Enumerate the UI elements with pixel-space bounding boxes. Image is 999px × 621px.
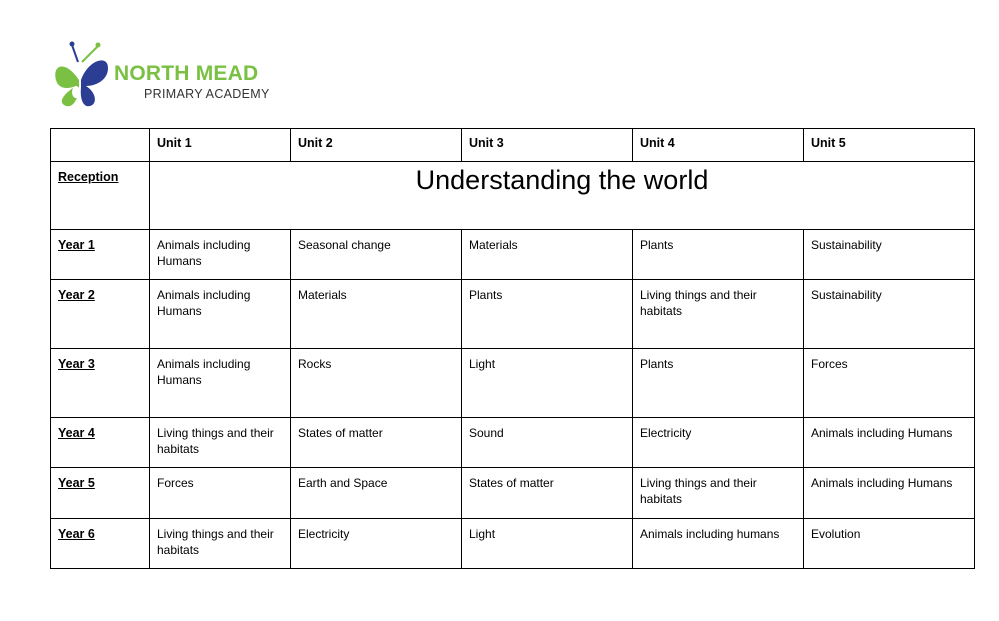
year-label: Year 1 <box>58 238 95 252</box>
year-label: Year 5 <box>58 476 95 490</box>
table-cell: Animals including Humans <box>150 230 291 280</box>
header-unit-5: Unit 5 <box>804 129 975 162</box>
table-row <box>51 519 975 569</box>
table-cell: Animals including Humans <box>804 468 975 519</box>
reception-banner: Understanding the world <box>150 162 975 230</box>
curriculum-table <box>50 128 975 569</box>
table-cell: States of matter <box>462 468 633 519</box>
table-cell: Evolution <box>804 519 975 569</box>
table-cell: Seasonal change <box>291 230 462 280</box>
logo-subtitle: PRIMARY ACADEMY <box>144 87 270 101</box>
table-row <box>51 468 975 519</box>
table-cell: Animals including Humans <box>804 418 975 468</box>
table-row <box>51 349 975 418</box>
header-empty <box>51 129 150 162</box>
table-cell: Living things and their habitats <box>633 280 804 349</box>
table-cell: Light <box>462 519 633 569</box>
table-cell: Forces <box>804 349 975 418</box>
school-logo <box>52 40 282 110</box>
table-cell: Plants <box>633 230 804 280</box>
table-cell: Light <box>462 349 633 418</box>
table-cell: Earth and Space <box>291 468 462 519</box>
table-cell: Sustainability <box>804 280 975 349</box>
table-cell: Animals including humans <box>633 519 804 569</box>
year-label: Year 4 <box>58 426 95 440</box>
header-unit-4: Unit 4 <box>633 129 804 162</box>
table-cell: Animals including Humans <box>150 349 291 418</box>
logo-name: NORTH MEAD <box>114 62 259 85</box>
table-cell: Electricity <box>633 418 804 468</box>
year-label: Year 6 <box>58 527 95 541</box>
header-unit-3: Unit 3 <box>462 129 633 162</box>
table-cell: Living things and their habitats <box>150 418 291 468</box>
table-cell: Sound <box>462 418 633 468</box>
table-cell: Living things and their habitats <box>633 468 804 519</box>
reception-row <box>51 162 975 230</box>
table-cell: Electricity <box>291 519 462 569</box>
butterfly-icon <box>52 40 112 110</box>
table-cell: Forces <box>150 468 291 519</box>
table-cell: Plants <box>462 280 633 349</box>
table-cell: Materials <box>462 230 633 280</box>
header-unit-1: Unit 1 <box>150 129 291 162</box>
table-cell: Living things and their habitats <box>150 519 291 569</box>
table-row <box>51 418 975 468</box>
table-cell: Sustainability <box>804 230 975 280</box>
table-cell: Plants <box>633 349 804 418</box>
year-label: Year 3 <box>58 357 95 371</box>
header-row <box>51 129 975 162</box>
table-row <box>51 280 975 349</box>
table-cell: States of matter <box>291 418 462 468</box>
reception-label: Reception <box>58 170 119 184</box>
table-cell: Animals including Humans <box>150 280 291 349</box>
table-row <box>51 230 975 280</box>
table-cell: Materials <box>291 280 462 349</box>
year-label: Year 2 <box>58 288 95 302</box>
table-cell: Rocks <box>291 349 462 418</box>
header-unit-2: Unit 2 <box>291 129 462 162</box>
